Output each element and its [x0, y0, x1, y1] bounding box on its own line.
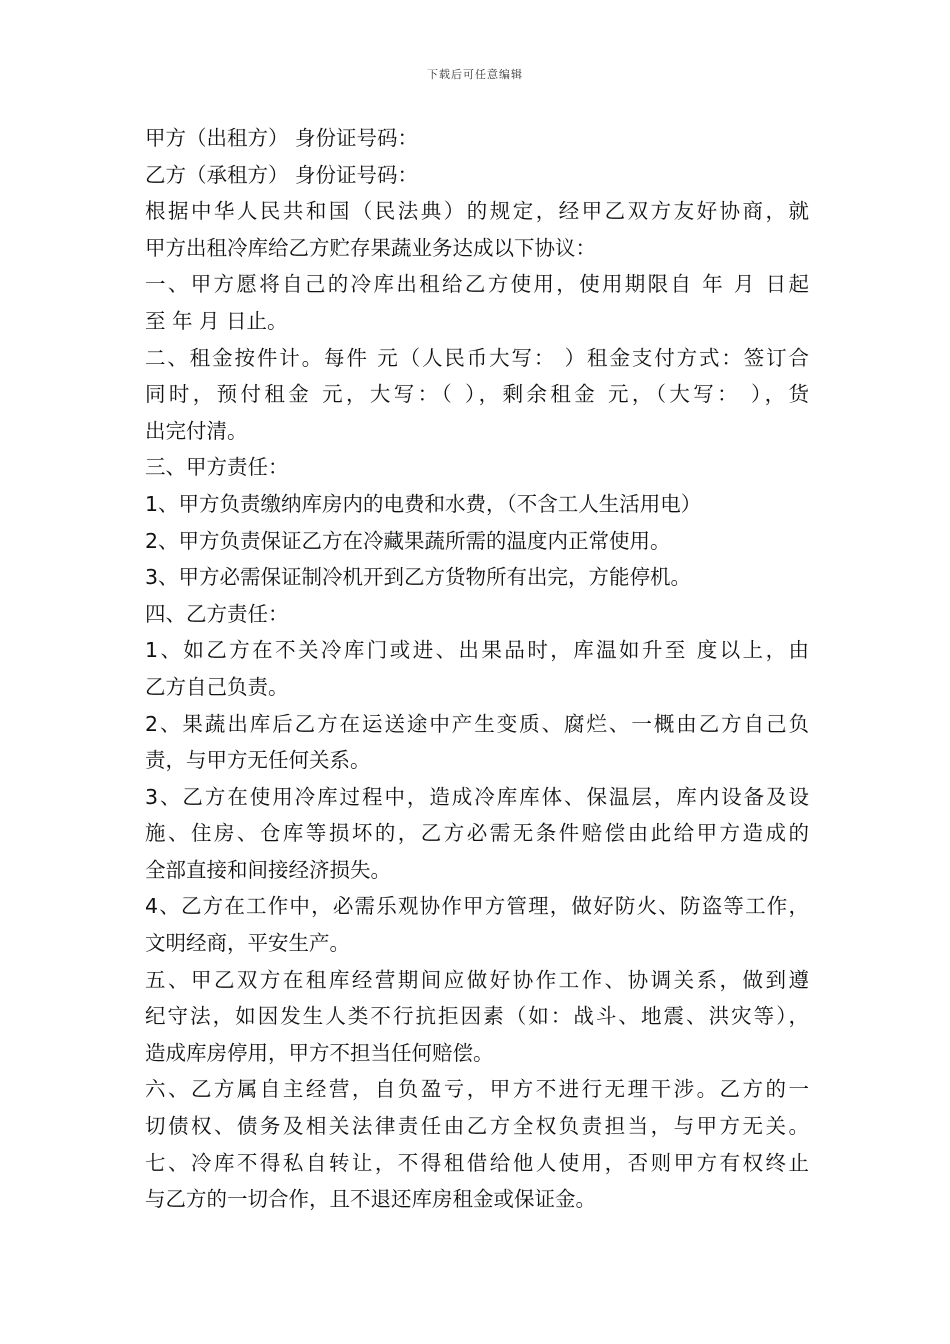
text-line: 与乙方的一切合作，且不退还库房租金或保证金。 [145, 1187, 596, 1212]
text-line: 出完付清。 [145, 418, 248, 443]
text-line: 1、甲方负责缴纳库房内的电费和水费，（不含工人生活用电） [145, 491, 702, 516]
text-line: 甲方（出租方） 身份证号码： [145, 126, 419, 150]
text-line: 切债权、债务及相关法律责任由乙方全权负责担当，与甲方无关。 [145, 1114, 809, 1139]
text-line: 六、乙方属自主经营，自负盈亏，甲方不进行无理干涉。乙方的一 [145, 1077, 809, 1102]
text-line: 同时，预付租金 元，大写：（ ），剩余租金 元，（大写： ），货 [145, 382, 809, 407]
section-heading: 四、乙方责任： [145, 601, 289, 626]
text-line: 五、甲乙双方在租库经营期间应做好协作工作、协调关系，做到遵 [145, 967, 809, 992]
text-line: 甲方出租冷库给乙方贮存果蔬业务达成以下协议： [145, 235, 596, 260]
text-line: 文明经商，平安生产。 [145, 931, 350, 956]
text-line: 施、住房、仓库等损坏的，乙方必需无条件赔偿由此给甲方造成的 [145, 821, 809, 846]
text-line: 4、乙方在工作中，必需乐观协作甲方管理，做好防火、防盗等工作， [145, 894, 809, 919]
text-line: 全部直接和间接经济损失。 [145, 857, 391, 882]
text-line: 纪守法，如因发生人类不行抗拒因素（如：战斗、地震、洪灾等）， [145, 1004, 809, 1029]
document-body [145, 120, 809, 1218]
text-line: 根据中华人民共和国（民法典）的规定，经甲乙双方友好协商，就 [145, 199, 809, 224]
text-line: 责，与甲方无任何关系。 [145, 748, 371, 773]
text-line: 二、租金按件计。每件 元（人民币大写： ）租金支付方式：签订合 [145, 345, 809, 370]
text-line: 3、乙方在使用冷库过程中，造成冷库库体、保温层，库内设备及设 [145, 784, 809, 809]
text-line: 七、冷库不得私自转让，不得租借给他人使用，否则甲方有权终止 [145, 1150, 809, 1175]
text-line: 一、甲方愿将自己的冷库出租给乙方使用，使用期限自 年 月 日起 [145, 272, 809, 297]
text-line: 2、果蔬出库后乙方在运送途中产生变质、腐烂、一概由乙方自己负 [145, 711, 809, 736]
text-line: 至 年 月 日止。 [145, 308, 288, 333]
text-line: 乙方（承租方） 身份证号码： [145, 162, 419, 187]
text-line: 造成库房停用，甲方不担当任何赔偿。 [145, 1040, 494, 1065]
text-line: 乙方自己负责。 [145, 674, 289, 699]
section-heading: 三、甲方责任： [145, 455, 289, 480]
text-line: 3、甲方必需保证制冷机开到乙方货物所有出完，方能停机。 [145, 565, 692, 590]
text-line: 1、如乙方在不关冷库门或进、出果品时，库温如升至 度以上，由 [145, 638, 809, 663]
text-line: 2、甲方负责保证乙方在冷藏果蔬所需的温度内正常使用。 [145, 528, 671, 553]
page-header: 下载后可任意编辑 [427, 68, 523, 81]
